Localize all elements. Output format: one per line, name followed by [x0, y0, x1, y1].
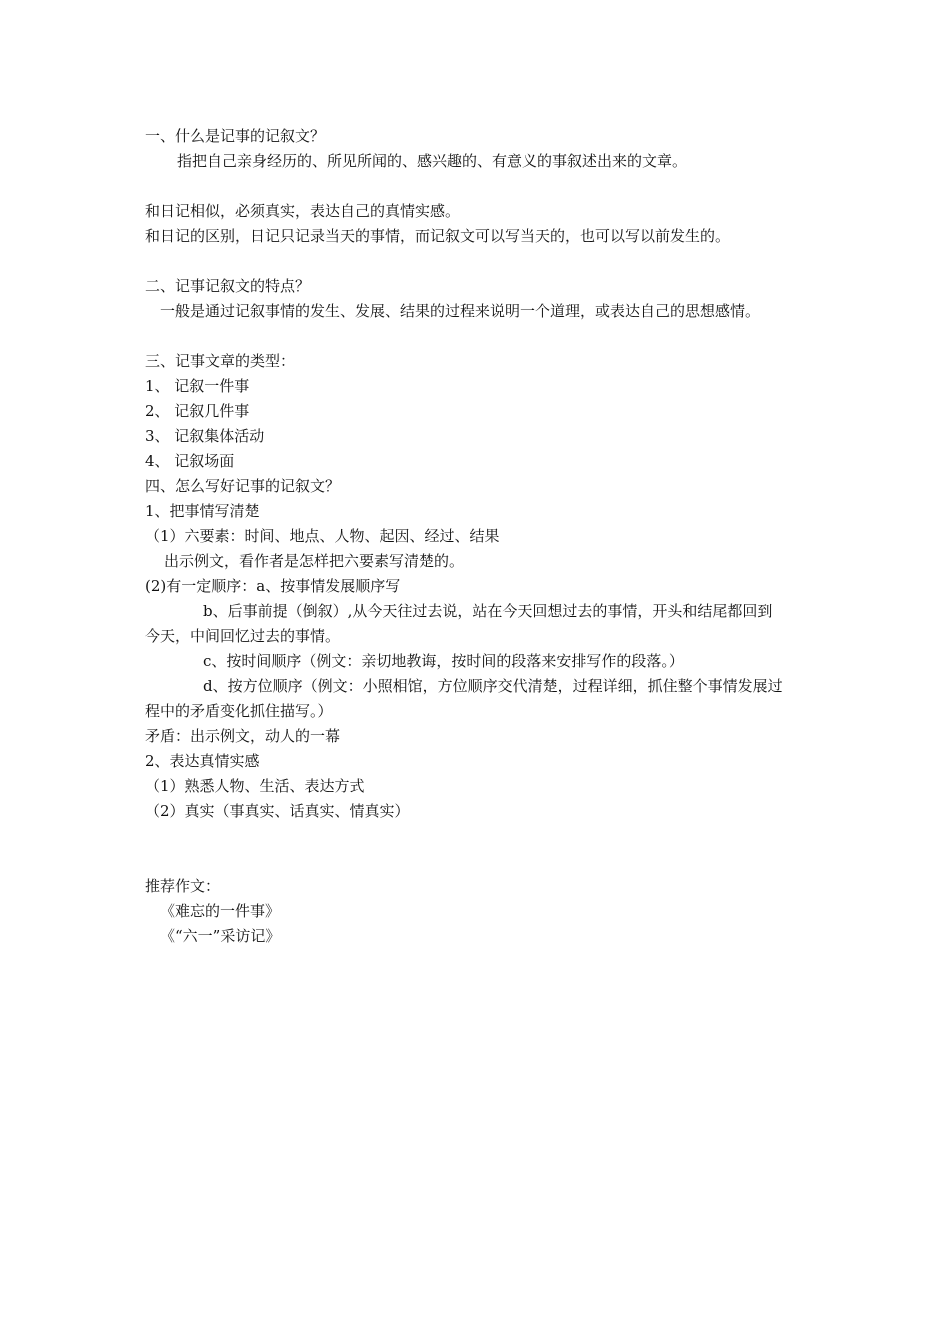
blank-line — [145, 324, 825, 349]
section-2-text: 一般是通过记叙事情的发生、发展、结果的过程来说明一个道理，或表达自己的思想感情。 — [160, 302, 761, 320]
section-4-point-2-sub-2: （2）真实（事真实、话真实、情真实） — [145, 802, 410, 820]
recommend-item: 《难忘的一件事》 — [160, 902, 281, 920]
section-4-point-2-sub-1: （1）熟悉人物、生活、表达方式 — [145, 777, 365, 795]
section-4-point-1-sub-1: （1）六要素：时间、地点、人物、起因、经过、结果 — [145, 527, 500, 545]
document-page — [145, 124, 825, 949]
section-1-definition: 指把自己亲身经历的、所见所闻的、感兴趣的、有意义的事叙述出来的文章。 — [177, 152, 688, 170]
recommend-item: 《“六一”采访记》 — [160, 927, 281, 945]
section-4-point-1-sub-2: (2)有一定顺序：a、按事情发展顺序写 — [145, 577, 401, 595]
blank-line — [145, 824, 825, 874]
section-4-order-b: b、后事前提（倒叙）,从今天往过去说，站在今天回想过去的事情，开头和结尾都回到 — [203, 602, 773, 620]
section-3-heading: 三、记事文章的类型： — [145, 352, 296, 370]
section-2-heading: 二、记事记叙文的特点？ — [145, 277, 311, 295]
section-1-paragraph-2: 和日记的区别，日记只记录当天的事情，而记叙文可以写当天的，也可以写以前发生的。 — [145, 227, 731, 245]
section-4-order-b-continued: 今天，中间回忆过去的事情。 — [145, 627, 341, 645]
section-4-order-d: d、按方位顺序（例文：小照相馆，方位顺序交代清楚，过程详细，抓住整个事情发展过 — [203, 677, 783, 695]
section-4-order-c: c、按时间顺序（例文：亲切地教诲，按时间的段落来安排写作的段落。） — [203, 652, 684, 670]
list-item: 3、 记叙集体活动 — [145, 427, 265, 445]
list-item: 4、 记叙场面 — [145, 452, 235, 470]
section-4-point-1-sub-1-note: 出示例文，看作者是怎样把六要素写清楚的。 — [164, 552, 465, 570]
section-4-point-2: 2、表达真情实感 — [145, 752, 260, 770]
section-4-conflict: 矛盾：出示例文，动人的一幕 — [145, 727, 341, 745]
section-1-heading: 一、什么是记事的记叙文？ — [145, 127, 326, 145]
blank-line — [145, 174, 825, 199]
section-4-point-1: 1、把事情写清楚 — [145, 502, 260, 520]
section-1-paragraph-1: 和日记相似，必须真实，表达自己的真情实感。 — [145, 202, 461, 220]
list-item: 2、 记叙几件事 — [145, 402, 250, 420]
section-4-heading: 四、怎么写好记事的记叙文？ — [145, 477, 341, 495]
section-4-order-d-continued: 程中的矛盾变化抓住描写。） — [145, 702, 333, 720]
recommend-heading: 推荐作文： — [145, 877, 221, 895]
blank-line — [145, 249, 825, 274]
list-item: 1、 记叙一件事 — [145, 377, 250, 395]
